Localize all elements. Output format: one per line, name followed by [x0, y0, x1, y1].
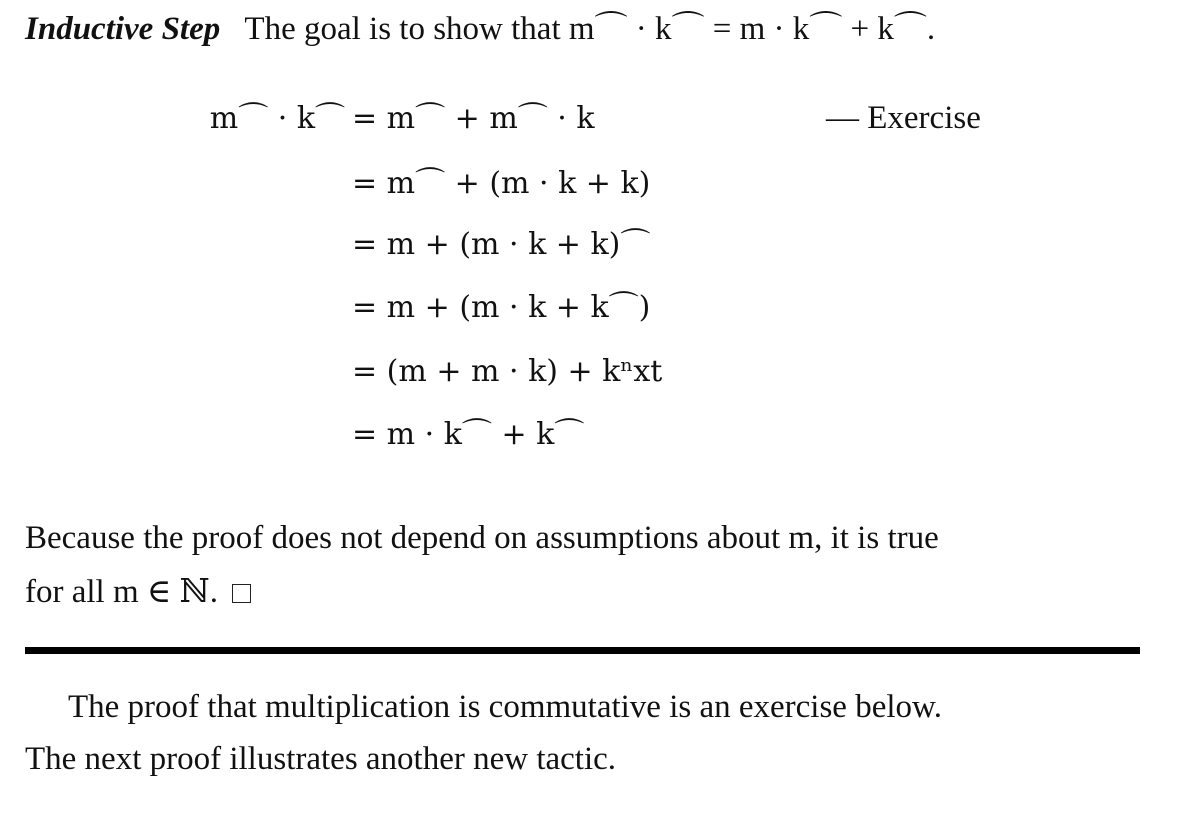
inductive-step-paragraph	[25, 9, 935, 49]
derivation-step-3: = m + (m · k + k)⌒	[352, 227, 651, 262]
derivation-step-6: = m · k⌒ + k⌒	[352, 417, 585, 452]
section-divider	[25, 647, 1140, 654]
derivation-step-2: = m⌒ + (m · k + k)	[352, 166, 651, 201]
qed-box-icon	[232, 584, 251, 603]
conclusion-line-2	[25, 572, 251, 612]
derivation-step-1-note: — Exercise	[826, 100, 981, 136]
derivation-step-1: = m⌒ + m⌒ · k	[352, 101, 595, 136]
derivation-lhs: m⌒ · k⌒	[209, 101, 345, 136]
conclusion-line-1: Because the proof does not depend on assumptions about m, it is true	[25, 520, 939, 556]
conclusion-line-2-text: for all m ∈ ℕ.	[25, 574, 218, 610]
inductive-step-label: Inductive Step	[25, 11, 221, 47]
closing-line-2: The next proof illustrates another new tactic.	[25, 741, 617, 777]
inductive-step-goal: The goal is to show that m⌒ · k⌒ = m · k⌒ + k⌒.	[244, 11, 936, 47]
derivation-step-5: = (m + m · k) + kⁿxt	[352, 354, 663, 389]
derivation-step-4: = m + (m · k + k⌒)	[352, 290, 651, 325]
closing-line-1: The proof that multiplication is commutative is an exercise below.	[68, 689, 942, 725]
